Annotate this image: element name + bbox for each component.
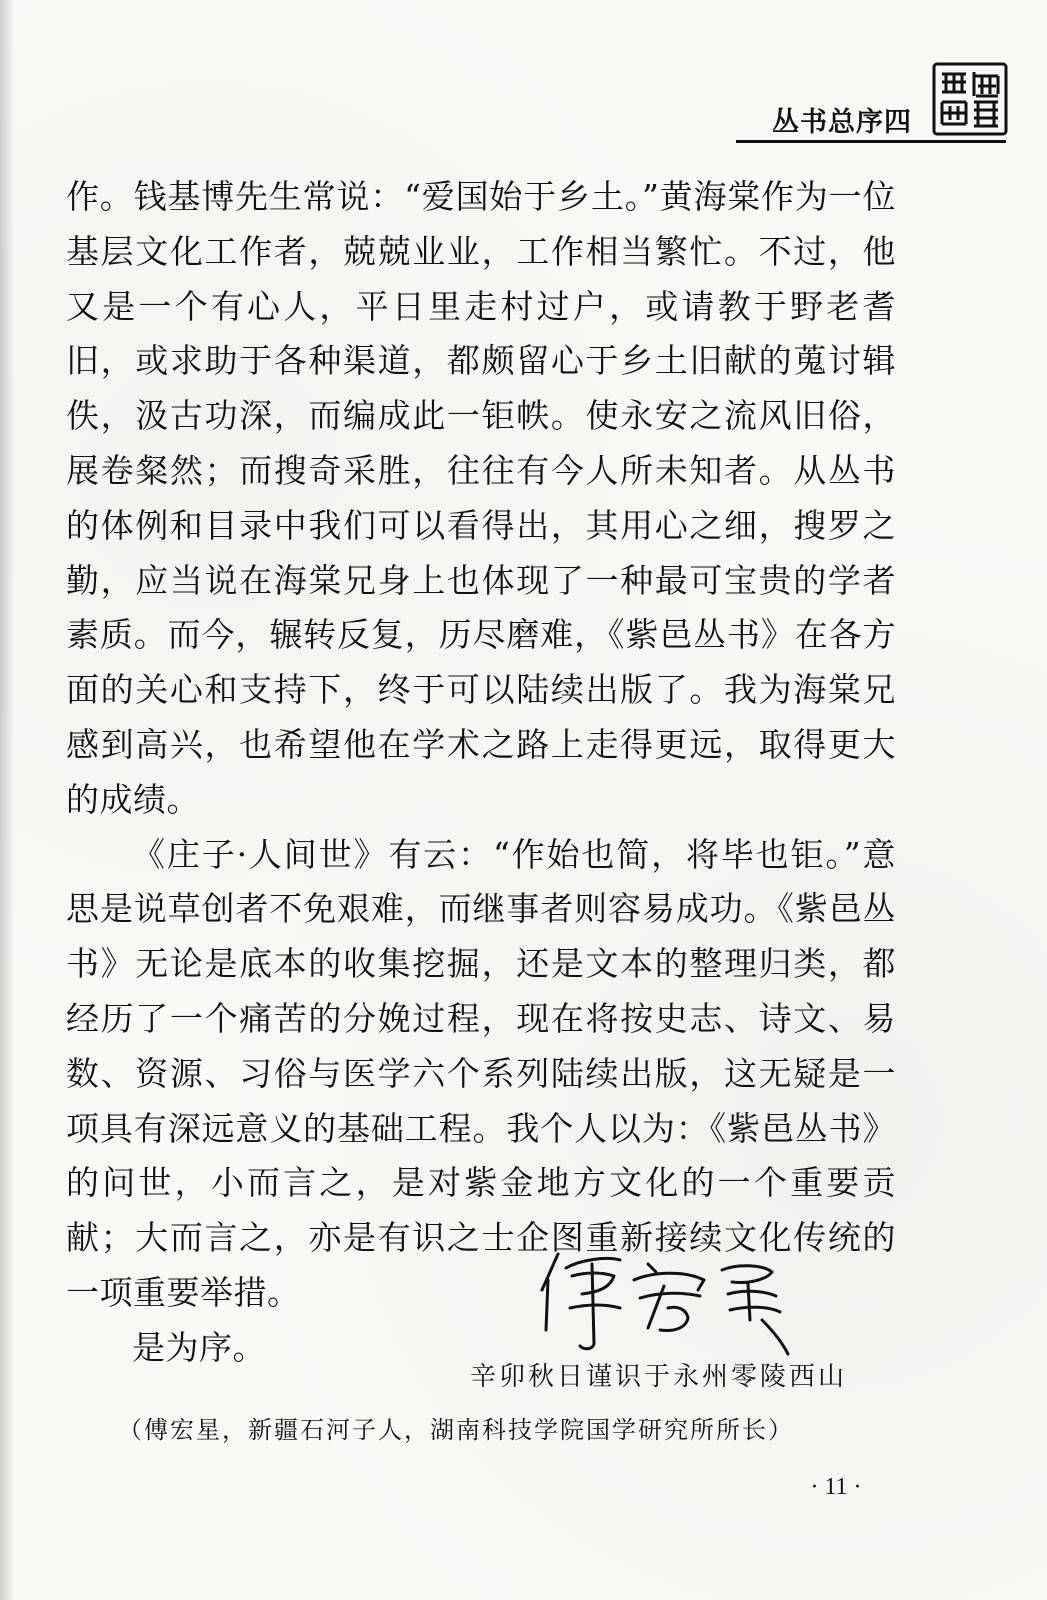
paragraph-zhuangzi: 《庄子·人间世》有云：“作始也简，将毕也钜。”意思是说草创者不免艰难，而继事者则容易成功。《紫邑丛书》无论是底本的收集挖掘，还是文本的整理归类，都经历了一个痛苦的分娩过程，现在将按史志、诗文、易数、资源、习俗与医学六个系列陆续出版，这无疑是一项具有深远意义的基础工程。我个人以为：《紫邑丛书》的问世，小而言之，是对紫金地方文化的一个重要贡献；大而言之，亦是有识之士企图重新接续文化传统的一项重要举措。	[66, 834, 896, 1312]
paragraph-continued: 作。钱基博先生常说：“爱国始于乡土。”黄海棠作为一位基层文化工作者，兢兢业业，工作相当繁忙。不过，他又是一个有心人，平日里走村过户，或请教于野老耆旧，或求助于各种渠道，都颇留心于乡土旧献的蒐讨辑佚，汲古功深，而编成此一钜帙。使永安之流风旧俗，展卷粲然；而搜奇采胜，往往有今人所未知者。从丛书的体例和目录中我们可以看得出，其用心之细，搜罗之勤，应当说在海棠兄身上也体现了一种最可宝贵的学者素质。而今，辗转反复，历尽磨难，《紫邑丛书》在各方面的关心和支持下，终于可以陆续出版了。我为海棠兄感到高兴，也希望他在学术之路上走得更远，取得更大的成绩。	[66, 177, 896, 819]
seal-logo	[932, 62, 1008, 136]
paragraph-closing: 是为序。	[132, 1327, 266, 1367]
page-edge-shadow	[0, 0, 14, 1600]
header-rule	[736, 140, 1006, 143]
author-note: （傅宏星，新疆石河子人，湖南科技学院国学研究所所长）	[118, 1416, 794, 1444]
main-text	[66, 170, 896, 1376]
handwritten-signature	[536, 1246, 796, 1356]
date-line: 辛卯秋日谨识于永州零陵西山	[470, 1362, 848, 1392]
running-header-title: 丛书总序四	[772, 107, 912, 138]
page-number: · 11 ·	[810, 1474, 862, 1500]
